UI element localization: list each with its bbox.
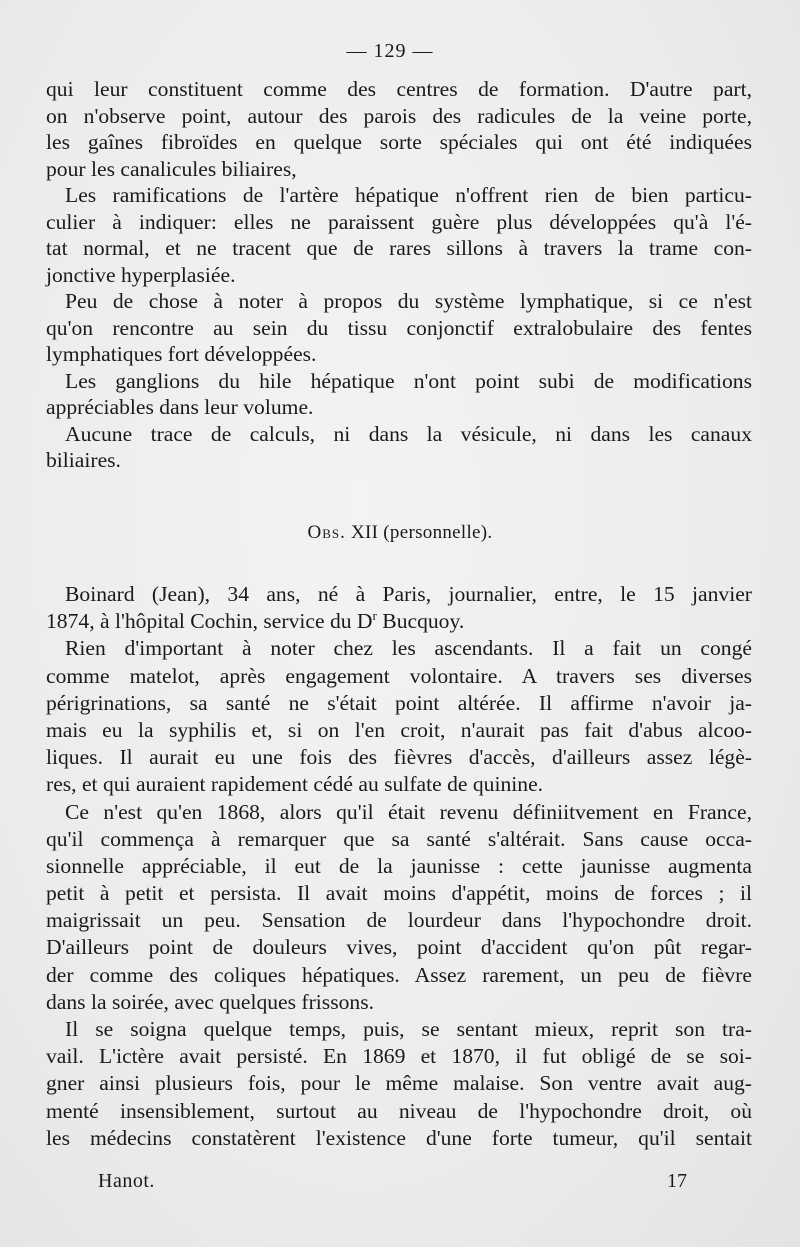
text-line: Ce n'est qu'en 1868, alors qu'il était revenu définiitvement en France, <box>65 799 752 824</box>
footer-signature: 17 <box>667 1170 687 1192</box>
text-line: jonctive hyperplasiée. <box>46 262 236 287</box>
text-line: biliaires. <box>46 448 121 472</box>
observation-heading <box>0 522 800 544</box>
text-line: appréciables dans leur volume. <box>46 395 314 419</box>
footer-author: Hanot. <box>98 1170 155 1192</box>
text-line: qu'il commença à remarquer que sa santé s'altérait. Sans cause occa- <box>46 826 752 851</box>
text-line: tat normal, et ne tracent que de rares sillons à travers la trame con- <box>46 236 752 260</box>
text-line: Les ramifications de l'artère hépatique n'offrent rien de bien particu- <box>65 183 752 207</box>
text-line: petit à petit et persista. Il avait moins d'appétit, moins de forces ; il <box>46 881 752 906</box>
text-line: Peu de chose à noter à propos du système lymphatique, si ce n'est <box>65 289 752 313</box>
text-line: gner ainsi plusieurs fois, pour le même malaise. Son ventre avait aug- <box>46 1071 752 1096</box>
paragraph-block-case <box>46 581 752 1152</box>
text-line: maigrissait un peu. Sensation de lourdeur dans l'hypochondre droit. <box>46 908 752 933</box>
text-line: Rien d'important à noter chez les ascendants. Il a fait un congé <box>65 636 752 661</box>
text-line: Il se soigna quelque temps, puis, se sentant mieux, reprit son tra- <box>65 1017 752 1041</box>
text-line: on n'observe point, autour des parois des radicules de la veine porte, <box>46 103 752 128</box>
text-line: der comme des coliques hépatiques. Assez rarement, un peu de fièvre <box>46 962 752 987</box>
text-line: res, et qui auraient rapidement cédé au sulfate de quinine. <box>46 772 544 797</box>
text-line: D'ailleurs point de douleurs vives, point d'accident qu'on pût regar- <box>46 935 752 960</box>
observation-label: Obs. <box>307 522 346 543</box>
text-line: sionnelle appréciable, il eut de la jaunisse : cette jaunisse augmenta <box>46 853 752 878</box>
text-line: qu'on rencontre au sein du tissu conjonctif extralobulaire des fentes <box>46 315 752 340</box>
text-line: dans la soirée, avec quelques frissons. <box>46 989 375 1014</box>
text-line: Les ganglions du hile hépatique n'ont point subi de modifications <box>65 368 752 393</box>
paragraph-block-anatomy <box>46 76 752 474</box>
superscript: r <box>372 608 377 624</box>
text-line: mais eu la syphilis et, si on l'en croit, n'aurait pas fait d'abus alcoo- <box>46 717 752 742</box>
text-line: comme matelot, après engagement volontaire. A travers ses diverses <box>46 663 752 688</box>
text-segment: 1874, à l'hôpital Cochin, service du D <box>46 609 373 634</box>
text-line: qui leur constituent comme des centres de formation. D'autre part, <box>46 77 752 101</box>
text-line <box>46 608 752 635</box>
text-line: les médecins constatèrent l'existence d'une forte tumeur, qu'il sentait <box>46 1125 752 1150</box>
text-line: lymphatiques fort développées. <box>46 342 317 366</box>
text-line: les gaînes fibroïdes en quelque sorte spéciales qui ont été indiquées <box>46 130 752 154</box>
text-segment: Bucquoy. <box>376 609 465 634</box>
text-line: Aucune trace de calculs, ni dans la vésicule, ni dans les canaux <box>65 421 752 446</box>
text-line: liques. Il aurait eu une fois des fièvres d'accès, d'ailleurs assez légè- <box>46 745 752 770</box>
text-line: vail. L'ictère avait persisté. En 1869 et 1870, il fut obligé de se soi- <box>46 1044 752 1069</box>
text-line: culier à indiquer: elles ne paraissent guère plus développées qu'à l'é- <box>46 209 752 234</box>
text-line: pour les canalicules biliaires, <box>46 156 297 181</box>
observation-title: XII (personnelle). <box>345 522 493 543</box>
text-line: Boinard (Jean), 34 ans, né à Paris, journalier, entre, le 15 janvier <box>65 582 752 606</box>
text-line: menté insensiblement, surtout au niveau de l'hypochondre droit, où <box>46 1098 752 1123</box>
text-line: périgrinations, sa santé ne s'était point altérée. Il affirme n'avoir ja- <box>46 690 752 715</box>
page-number: — 129 — <box>346 40 434 62</box>
